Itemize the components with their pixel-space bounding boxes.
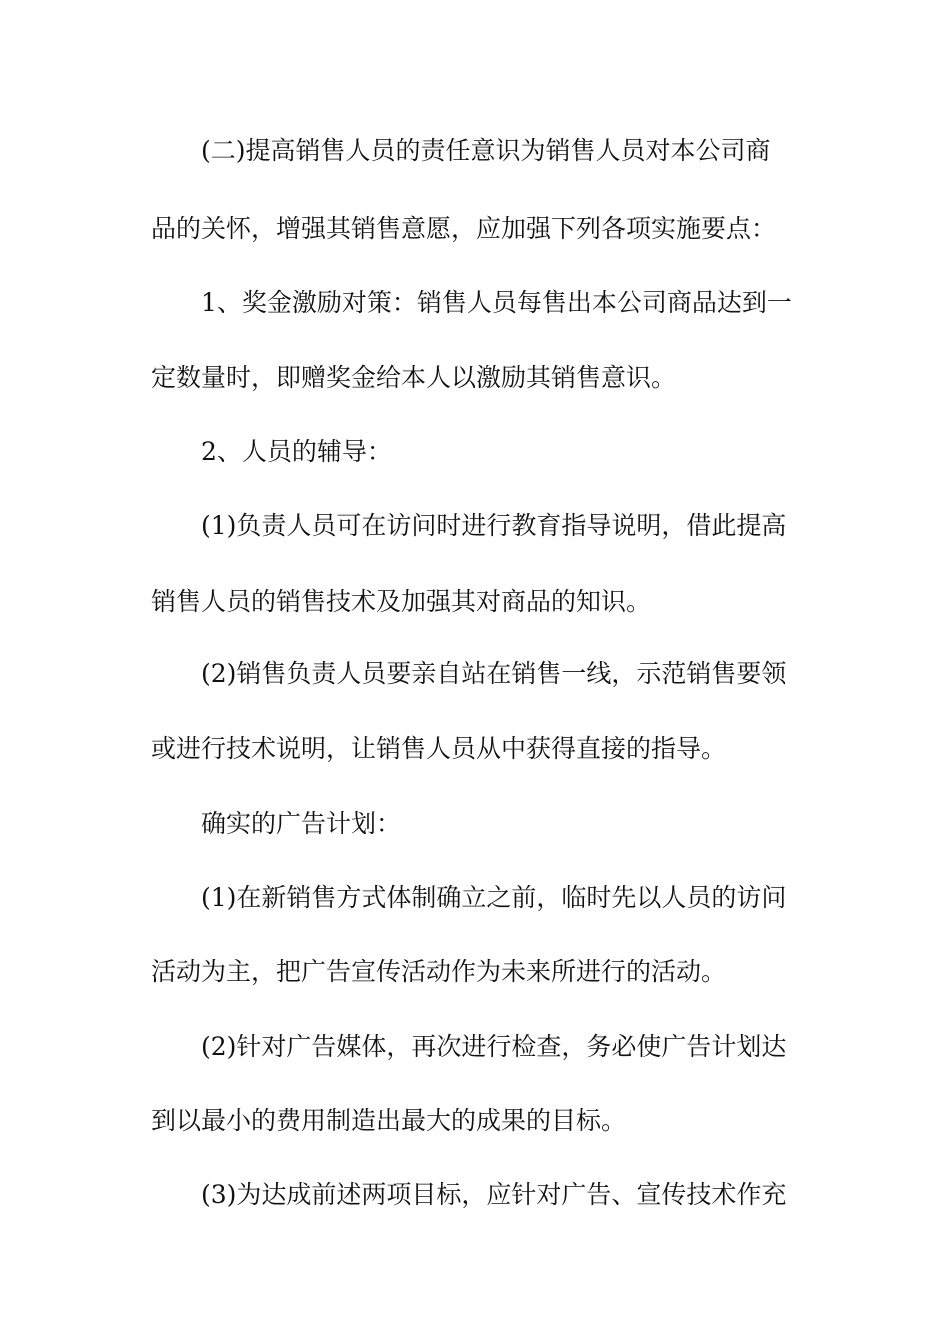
paragraph-line: (二)提高销售人员的责任意识为销售人员对本公司商 bbox=[201, 136, 771, 165]
paragraph-line: 定数量时，即赠奖金给本人以激励其销售意识。 bbox=[151, 363, 677, 392]
paragraph-line: (2)针对广告媒体，再次进行检查，务必使广告计划达 bbox=[201, 1032, 787, 1061]
paragraph-line: (1)负责人员可在访问时进行教育指导说明，借此提高 bbox=[201, 511, 787, 540]
paragraph-line: (1)在新销售方式体制确立之前，临时先以人员的访问 bbox=[201, 883, 787, 912]
paragraph-line: 确实的广告计划： bbox=[201, 809, 402, 838]
paragraph-line: 1、奖金激励对策：销售人员每售出本公司商品达到一 bbox=[201, 288, 792, 317]
paragraph-line: 到以最小的费用制造出最大的成果的目标。 bbox=[151, 1106, 627, 1135]
paragraph-line: 或进行技术说明，让销售人员从中获得直接的指导。 bbox=[151, 734, 727, 763]
paragraph-line: 活动为主，把广告宣传活动作为未来所进行的活动。 bbox=[151, 957, 727, 986]
paragraph-line: (3)为达成前述两项目标，应针对广告、宣传技术作充 bbox=[201, 1180, 787, 1209]
paragraph-line: (2)销售负责人员要亲自站在销售一线，示范销售要领 bbox=[201, 659, 787, 688]
paragraph-line: 销售人员的销售技术及加强其对商品的知识。 bbox=[151, 587, 652, 616]
paragraph-line: 品的关怀，增强其销售意愿，应加强下列各项实施要点： bbox=[151, 214, 777, 243]
paragraph-line: 2、人员的辅导： bbox=[201, 437, 392, 466]
